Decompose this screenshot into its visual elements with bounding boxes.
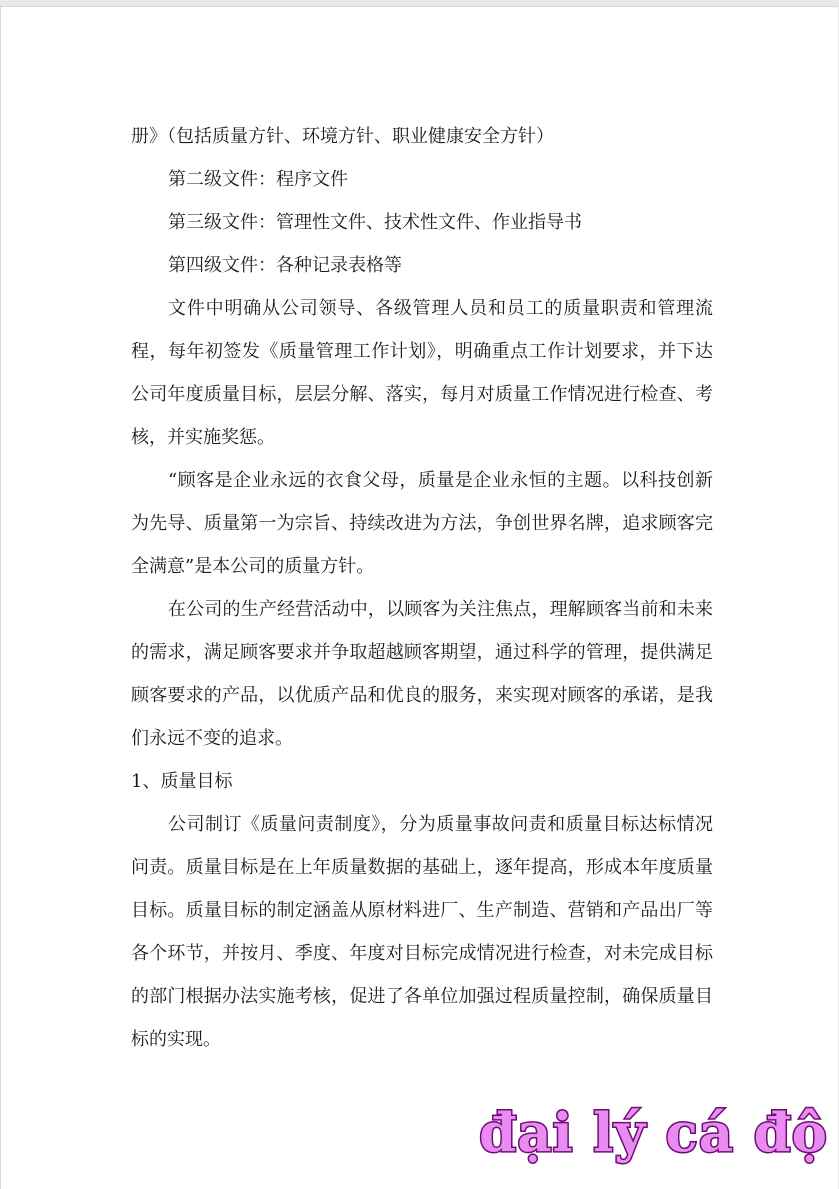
- paragraph-responsibilities: 文件中明确从公司领导、各级管理人员和员工的质量职责和管理流程，每年初签发《质量管理工作计划》，明确重点工作计划要求，并下达公司年度质量目标，层层分解、落实，每月对质量工作情况进行检查、考核，并实施奖惩。: [131, 298, 713, 448]
- document-page: [0, 6, 838, 1189]
- section-heading-quality-goals: 1、质量目标: [131, 771, 233, 792]
- watermark-text: đại lý cá độ: [479, 1102, 828, 1164]
- paragraph-continued-list: 册》（包括质量方针、环境方针、职业健康安全方针）: [131, 126, 554, 147]
- paragraph-quality-policy: “顾客是企业永远的衣食父母，质量是企业永恒的主题。以科技创新为先导、质量第一为宗旨、持续改进为方法，争创世界名牌，追求顾客完全满意”是本公司的质量方针。: [131, 470, 713, 577]
- paragraph-level-three: 第三级文件：管理性文件、技术性文件、作业指导书: [168, 212, 582, 233]
- paragraph-accountability: 公司制订《质量问责制度》，分为质量事故问责和质量目标达标情况问责。质量目标是在上年质量数据的基础上，逐年提高，形成本年度质量目标。质量目标的制定涵盖从原材料进厂、生产制造、营销和产品出厂等各个环节，并按月、季度、年度对目标完成情况进行检查，对未完成目标的部门根据办法实施考核，促进了各单位加强过程质量控制，确保质量目标的实现。: [131, 814, 713, 1050]
- paragraph-customer-focus: 在公司的生产经营活动中，以顾客为关注焦点，理解顾客当前和未来的需求，满足顾客要求并争取超越顾客期望，通过科学的管理，提供满足顾客要求的产品，以优质产品和优良的服务，来实现对顾客的承诺，是我们永远不变的追求。: [131, 599, 713, 749]
- paragraph-level-two: 第二级文件：程序文件: [168, 169, 348, 190]
- paragraph-level-four: 第四级文件：各种记录表格等: [168, 255, 402, 276]
- document-body: [131, 115, 713, 1061]
